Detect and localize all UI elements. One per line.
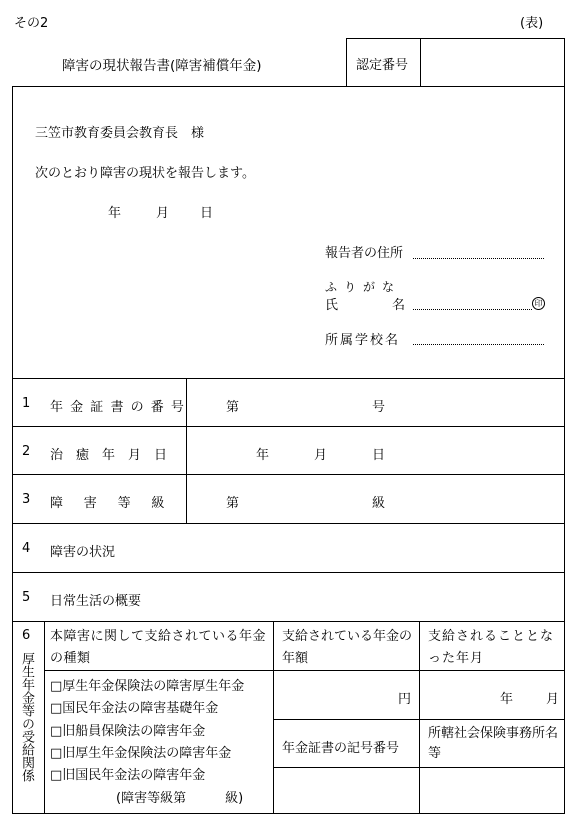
border [12,621,565,622]
border [346,38,565,39]
page-label: その2 [14,16,49,31]
border [12,474,565,475]
form-title: 障害の現状報告書(障害補償年金) [62,58,262,74]
furigana-label: ふりがな [325,280,402,294]
seal-mark: 印 [532,297,545,310]
row2-month: 月 [314,448,328,463]
pension-option[interactable]: □厚生年金保険法の障害厚生年金 [50,679,245,694]
border [12,523,565,524]
pension-option[interactable]: □旧船員保険法の障害年金 [50,724,206,739]
row2-number: 2 [22,444,31,459]
col3-header: 支給されることとなった年月 [428,629,555,666]
school-input[interactable] [413,344,544,345]
border [419,621,420,814]
pension-option[interactable]: □国民年金法の障害基礎年金 [50,701,219,716]
border [273,767,565,768]
address-input[interactable] [413,258,544,259]
section6-vertical-label: 厚生年金等の受給関係 [19,652,34,782]
row1-prefix: 第 [226,400,240,415]
row5-number: 5 [22,590,31,605]
row4-label: 障害の状況 [50,545,116,560]
border [564,86,565,814]
name-input[interactable] [413,309,532,310]
border [44,670,565,671]
office-label: 所轄社会保険事務所名等 [428,726,559,761]
border [564,38,565,87]
row5-label: 日常生活の概要 [50,594,142,609]
row3-number: 3 [22,492,31,507]
border [12,86,565,87]
pension-option[interactable]: □旧国民年金法の障害年金 [50,768,206,783]
row3-prefix: 第 [226,496,240,511]
name-label: 氏名 [325,298,460,313]
date-day: 日 [200,206,214,221]
letter-body: 次のとおり障害の現状を報告します。 [35,166,255,181]
row2-day: 日 [372,448,386,463]
row3-suffix: 級 [372,496,386,511]
row1-number: 1 [22,396,31,411]
pension-option[interactable]: □旧厚生年金保険法の障害年金 [50,746,232,761]
grade-note: (障害等級第 級) [116,791,244,806]
border [273,621,274,814]
border [44,621,45,814]
row2-year: 年 [256,448,270,463]
school-label: 所属学校名 [325,333,401,348]
row2-label: 治癒年月日 [50,448,181,463]
section6-number: 6 [22,628,31,643]
row3-label: 障害等級 [50,496,186,511]
payment-year: 年 [500,692,514,707]
border [12,572,565,573]
border [12,426,565,427]
border [12,813,565,814]
address-label: 報告者の住所 [325,246,404,261]
cert-number-label: 認定番号 [356,58,409,73]
payment-month: 月 [546,692,560,707]
annual-amount-unit: 円 [398,692,412,707]
side-label: (表) [520,16,544,31]
cert-symbol-label: 年金証書の記号番号 [282,741,400,756]
date-month: 月 [156,206,170,221]
col1-header: 本障害に関して支給されている年金の種類 [50,629,267,666]
addressee: 三笠市教育委員会教育長 様 [35,126,205,141]
date-year: 年 [108,206,122,221]
row1-label: 年金証書の番号 [50,400,192,415]
border [12,378,565,379]
row1-suffix: 号 [372,400,386,415]
row4-number: 4 [22,541,31,556]
border [273,719,565,720]
border [420,38,421,87]
border [346,38,347,87]
border [12,86,13,814]
col2-header: 支給されている年金の年額 [282,629,413,666]
